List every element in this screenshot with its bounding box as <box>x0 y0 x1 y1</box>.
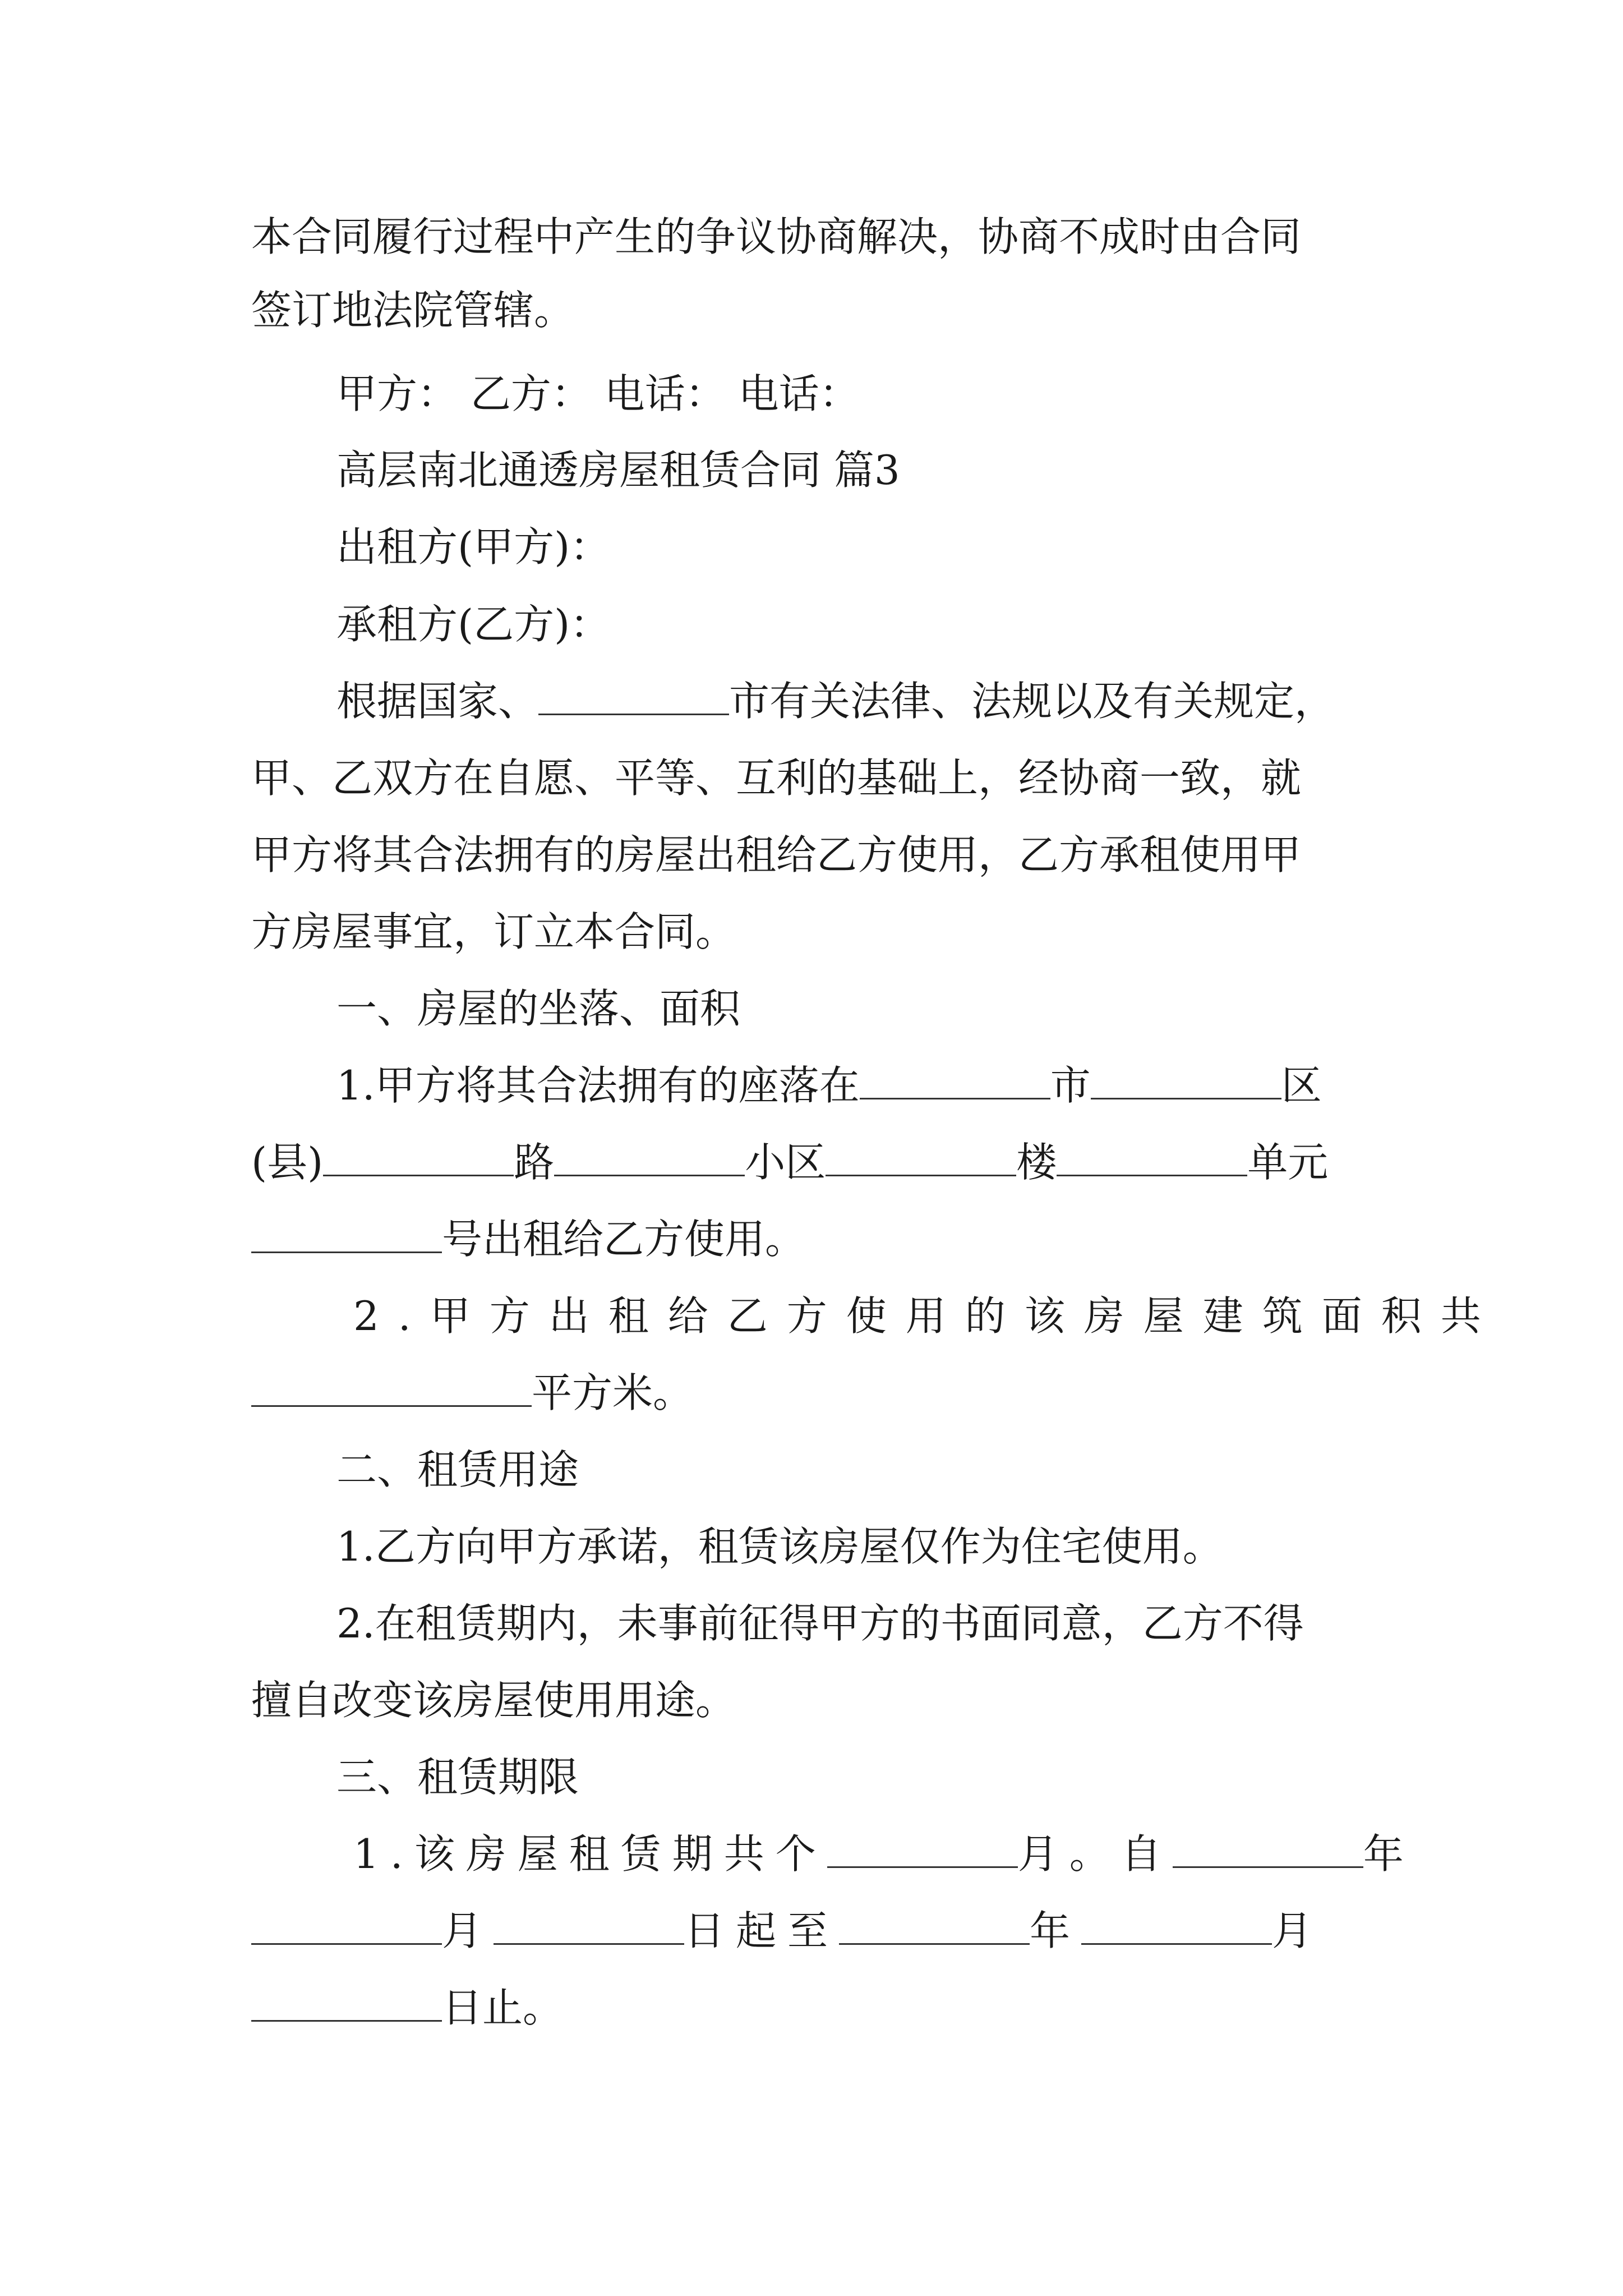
clause-text: (县) <box>251 1139 324 1186</box>
intro-text-a: 根据国家、 <box>336 678 539 725</box>
intro-line1 <box>336 673 1458 729</box>
blank-field <box>251 1910 442 1945</box>
clause-text: 年 <box>1363 1830 1415 1878</box>
section-1-title: 一、房屋的坐落、面积 <box>336 985 741 1032</box>
lessee-label: 承租方(乙方)： <box>336 601 611 648</box>
blank-field <box>1173 1833 1363 1868</box>
clause-2-1: 1.乙方向甲方承诺，租赁该房屋仅作为住宅使用。 <box>336 1523 1223 1570</box>
paragraph-dispute-line2: 签订地法院管辖。 <box>251 287 575 334</box>
paragraph-dispute-line1: 本合同履行过程中产生的争议协商解决，协商不成时由合同 <box>251 213 1302 260</box>
clause-text: 路 <box>514 1139 555 1186</box>
clause-text: 小区 <box>745 1139 826 1186</box>
clause-text: 区 <box>1281 1062 1322 1109</box>
blank-field <box>494 1910 684 1945</box>
clause-1-2-line2 <box>251 1365 1373 1421</box>
section-3-title: 三、租赁期限 <box>336 1754 579 1801</box>
clause-text: 月 <box>442 1907 494 1954</box>
intro-line2: 甲、乙双方在自愿、平等、互利的基础上，经协商一致，就 <box>251 754 1302 802</box>
signature-line: 甲方： 乙方： 电话： 电话： <box>336 370 860 417</box>
clause-text: 年 <box>1030 1907 1082 1954</box>
intro-line3: 甲方将其合法拥有的房屋出租给乙方使用，乙方承租使用甲 <box>251 831 1302 878</box>
clause-text: 单元 <box>1247 1139 1329 1186</box>
blank-field <box>251 1218 442 1253</box>
clause-3-1-line1 <box>353 1826 1475 1882</box>
clause-2-2-line1: 2.在租赁期内，未事前征得甲方的书面同意，乙方不得 <box>336 1600 1304 1647</box>
blank-field <box>251 1986 442 2022</box>
blank-field <box>323 1141 514 1176</box>
clause-1-1-line3 <box>251 1211 1373 1267</box>
blank-area-field <box>251 1372 532 1407</box>
blank-field <box>860 1064 1050 1099</box>
clause-1-1-line1 <box>336 1057 1458 1114</box>
contract-heading: 高层南北通透房屋租赁合同 篇3 <box>336 447 900 494</box>
clause-text: 号出租给乙方使用。 <box>442 1216 806 1263</box>
clause-text: 楼 <box>1016 1139 1057 1186</box>
clause-text: 月。自 <box>1017 1830 1173 1878</box>
lessor-label: 出租方(甲方)： <box>336 523 611 570</box>
clause-text: 市 <box>1050 1062 1091 1109</box>
clause-3-1-line3 <box>251 1980 1373 2036</box>
blank-city-field <box>538 680 729 715</box>
blank-field <box>1091 1064 1281 1099</box>
intro-line4: 方房屋事宜，订立本合同。 <box>251 908 736 955</box>
blank-field <box>1057 1141 1247 1176</box>
clause-2-2-line2: 擅自改变该房屋使用用途。 <box>251 1677 736 1724</box>
clause-text: 平方米。 <box>532 1369 694 1416</box>
clause-text: 月 <box>1272 1907 1324 1954</box>
clause-text: 1.该房屋租赁期共个 <box>353 1830 827 1878</box>
blank-field <box>826 1141 1016 1176</box>
clause-text: 1.甲方将其合法拥有的座落在 <box>336 1062 860 1109</box>
section-2-title: 二、租赁用途 <box>336 1446 579 1493</box>
clause-1-1-line2 <box>251 1134 1373 1190</box>
blank-field <box>827 1833 1018 1868</box>
clause-text: 日起至 <box>684 1907 840 1954</box>
clause-3-1-line2 <box>251 1903 1373 1959</box>
clause-text: 日止。 <box>442 1984 564 2031</box>
blank-field <box>1081 1910 1272 1945</box>
intro-text-b: 市有关法律、法规以及有关规定， <box>729 678 1335 725</box>
clause-1-2-line1: 2.甲方出租给乙方使用的该房屋建筑面积共 <box>353 1292 1500 1340</box>
blank-field <box>554 1141 745 1176</box>
blank-field <box>839 1910 1030 1945</box>
